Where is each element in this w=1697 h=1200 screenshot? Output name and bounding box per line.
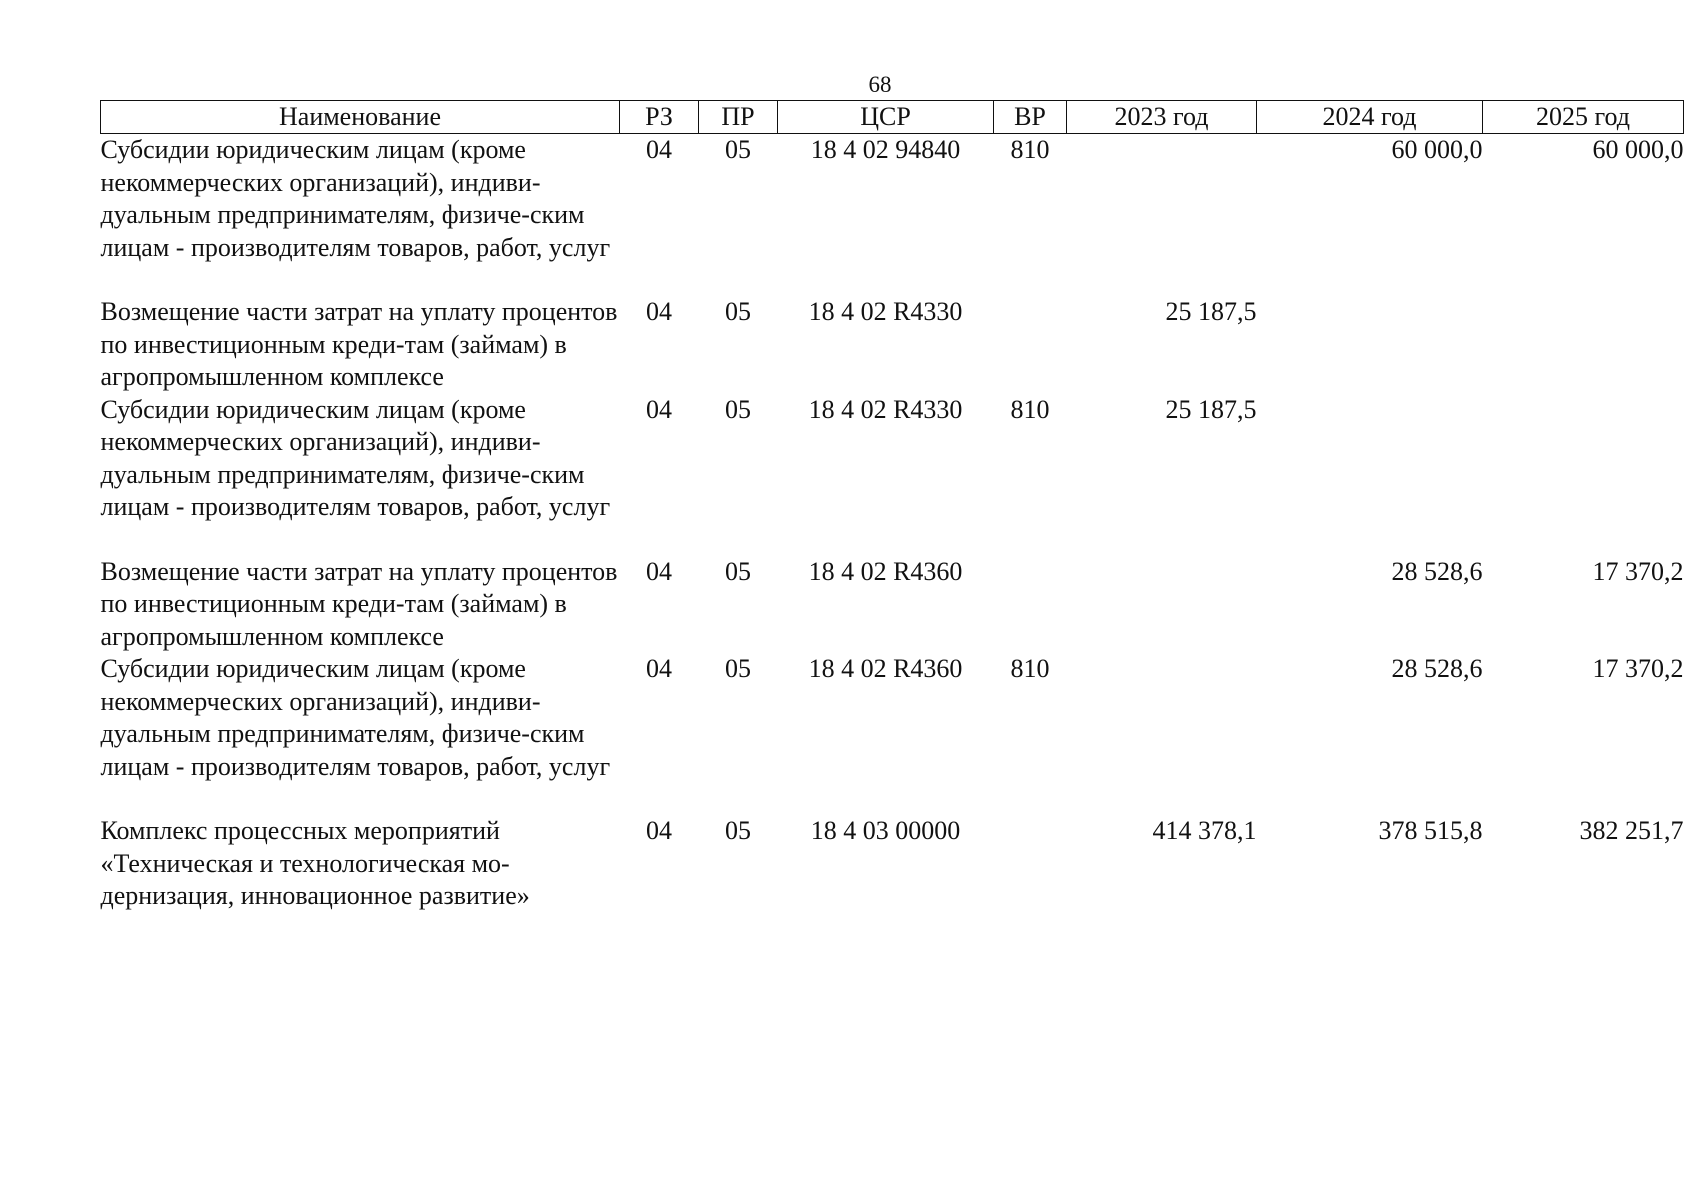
- row-vr: [994, 296, 1067, 394]
- table-row: [101, 134, 1684, 297]
- row-csr: 18 4 03 00000: [810, 816, 961, 845]
- row-2025: 17 370,2: [1592, 654, 1684, 683]
- row-rz: 04: [646, 816, 672, 845]
- header-2024: 2024 год: [1257, 101, 1483, 134]
- row-vr: 810: [1010, 394, 1050, 424]
- row-name: Комплекс процессных мероприятий «Техническая и технологическая мо-дернизация, инновационное развитие»: [100, 816, 530, 910]
- row-2023: [1067, 556, 1257, 654]
- row-2025: 17 370,2: [1592, 556, 1684, 586]
- row-csr: 18 4 02 R4360: [808, 654, 963, 683]
- row-2023: 25 187,5: [1165, 297, 1257, 326]
- header-rz: РЗ: [620, 101, 699, 134]
- row-name: Субсидии юридическим лицам (кроме некоммерческих организаций), индиви-дуальным предпринимателям, физиче-ским лицам - производителям товаров, работ, услуг: [100, 135, 611, 262]
- row-pr: 05: [725, 297, 751, 326]
- row-pr: 05: [725, 135, 751, 164]
- row-vr: [994, 815, 1067, 913]
- table-row: [101, 653, 1684, 815]
- row-name: Возмещение части затрат на уплату процентов по инвестиционным креди-там (займам) в агропромышленном комплексе: [100, 297, 618, 391]
- row-rz: 04: [646, 394, 672, 424]
- row-2025: [1483, 296, 1684, 394]
- row-vr: 810: [1010, 135, 1050, 164]
- row-name: Субсидии юридическим лицам (кроме некоммерческих организаций), индиви-дуальным предпринимателям, физиче-ским лицам - производителям товаров, работ, услуг: [100, 394, 611, 521]
- header-2023: 2023 год: [1067, 101, 1257, 134]
- row-2024: 28 528,6: [1391, 556, 1483, 586]
- row-vr: 810: [1010, 654, 1050, 683]
- row-rz: 04: [646, 654, 672, 683]
- row-2025: 60 000,0: [1592, 135, 1684, 164]
- header-2025: 2025 год: [1483, 101, 1684, 134]
- row-2025: 382 251,7: [1579, 816, 1684, 845]
- row-rz: 04: [646, 135, 672, 164]
- header-vr: ВР: [994, 101, 1067, 134]
- table-row: [101, 394, 1684, 556]
- row-csr: 18 4 02 94840: [810, 135, 961, 164]
- budget-table: [100, 100, 1684, 913]
- row-csr: 18 4 02 R4330: [808, 394, 963, 424]
- row-pr: 05: [725, 816, 751, 845]
- row-vr: [994, 556, 1067, 654]
- row-2024: [1257, 394, 1483, 556]
- row-rz: 04: [646, 297, 672, 326]
- row-2023: [1067, 134, 1257, 297]
- row-2023: 414 378,1: [1152, 816, 1257, 845]
- row-2023: 25 187,5: [1165, 394, 1257, 424]
- table-row: [101, 556, 1684, 654]
- table-row: [101, 815, 1684, 913]
- row-csr: 18 4 02 R4330: [808, 297, 963, 326]
- row-2024: 28 528,6: [1391, 654, 1483, 683]
- row-pr: 05: [725, 654, 751, 683]
- row-2024: [1257, 296, 1483, 394]
- row-name: Субсидии юридическим лицам (кроме некоммерческих организаций), индиви-дуальным предпринимателям, физиче-ским лицам - производителям товаров, работ, услуг: [100, 654, 611, 781]
- row-pr: 05: [725, 394, 751, 424]
- row-2024: 378 515,8: [1378, 816, 1483, 845]
- table-header-row: [101, 101, 1684, 134]
- row-csr: 18 4 02 R4360: [808, 556, 963, 586]
- row-2023: [1067, 653, 1257, 815]
- table-row: [101, 296, 1684, 394]
- row-name: Возмещение части затрат на уплату процентов по инвестиционным креди-там (займам) в агропромышленном комплексе: [100, 556, 618, 651]
- row-2024: 60 000,0: [1391, 135, 1483, 164]
- row-rz: 04: [646, 556, 672, 586]
- header-csr: ЦСР: [778, 101, 994, 134]
- header-pr: ПР: [699, 101, 778, 134]
- header-name: Наименование: [101, 101, 620, 134]
- page-number: 68: [868, 72, 892, 97]
- row-2025: [1483, 394, 1684, 556]
- row-pr: 05: [725, 556, 751, 586]
